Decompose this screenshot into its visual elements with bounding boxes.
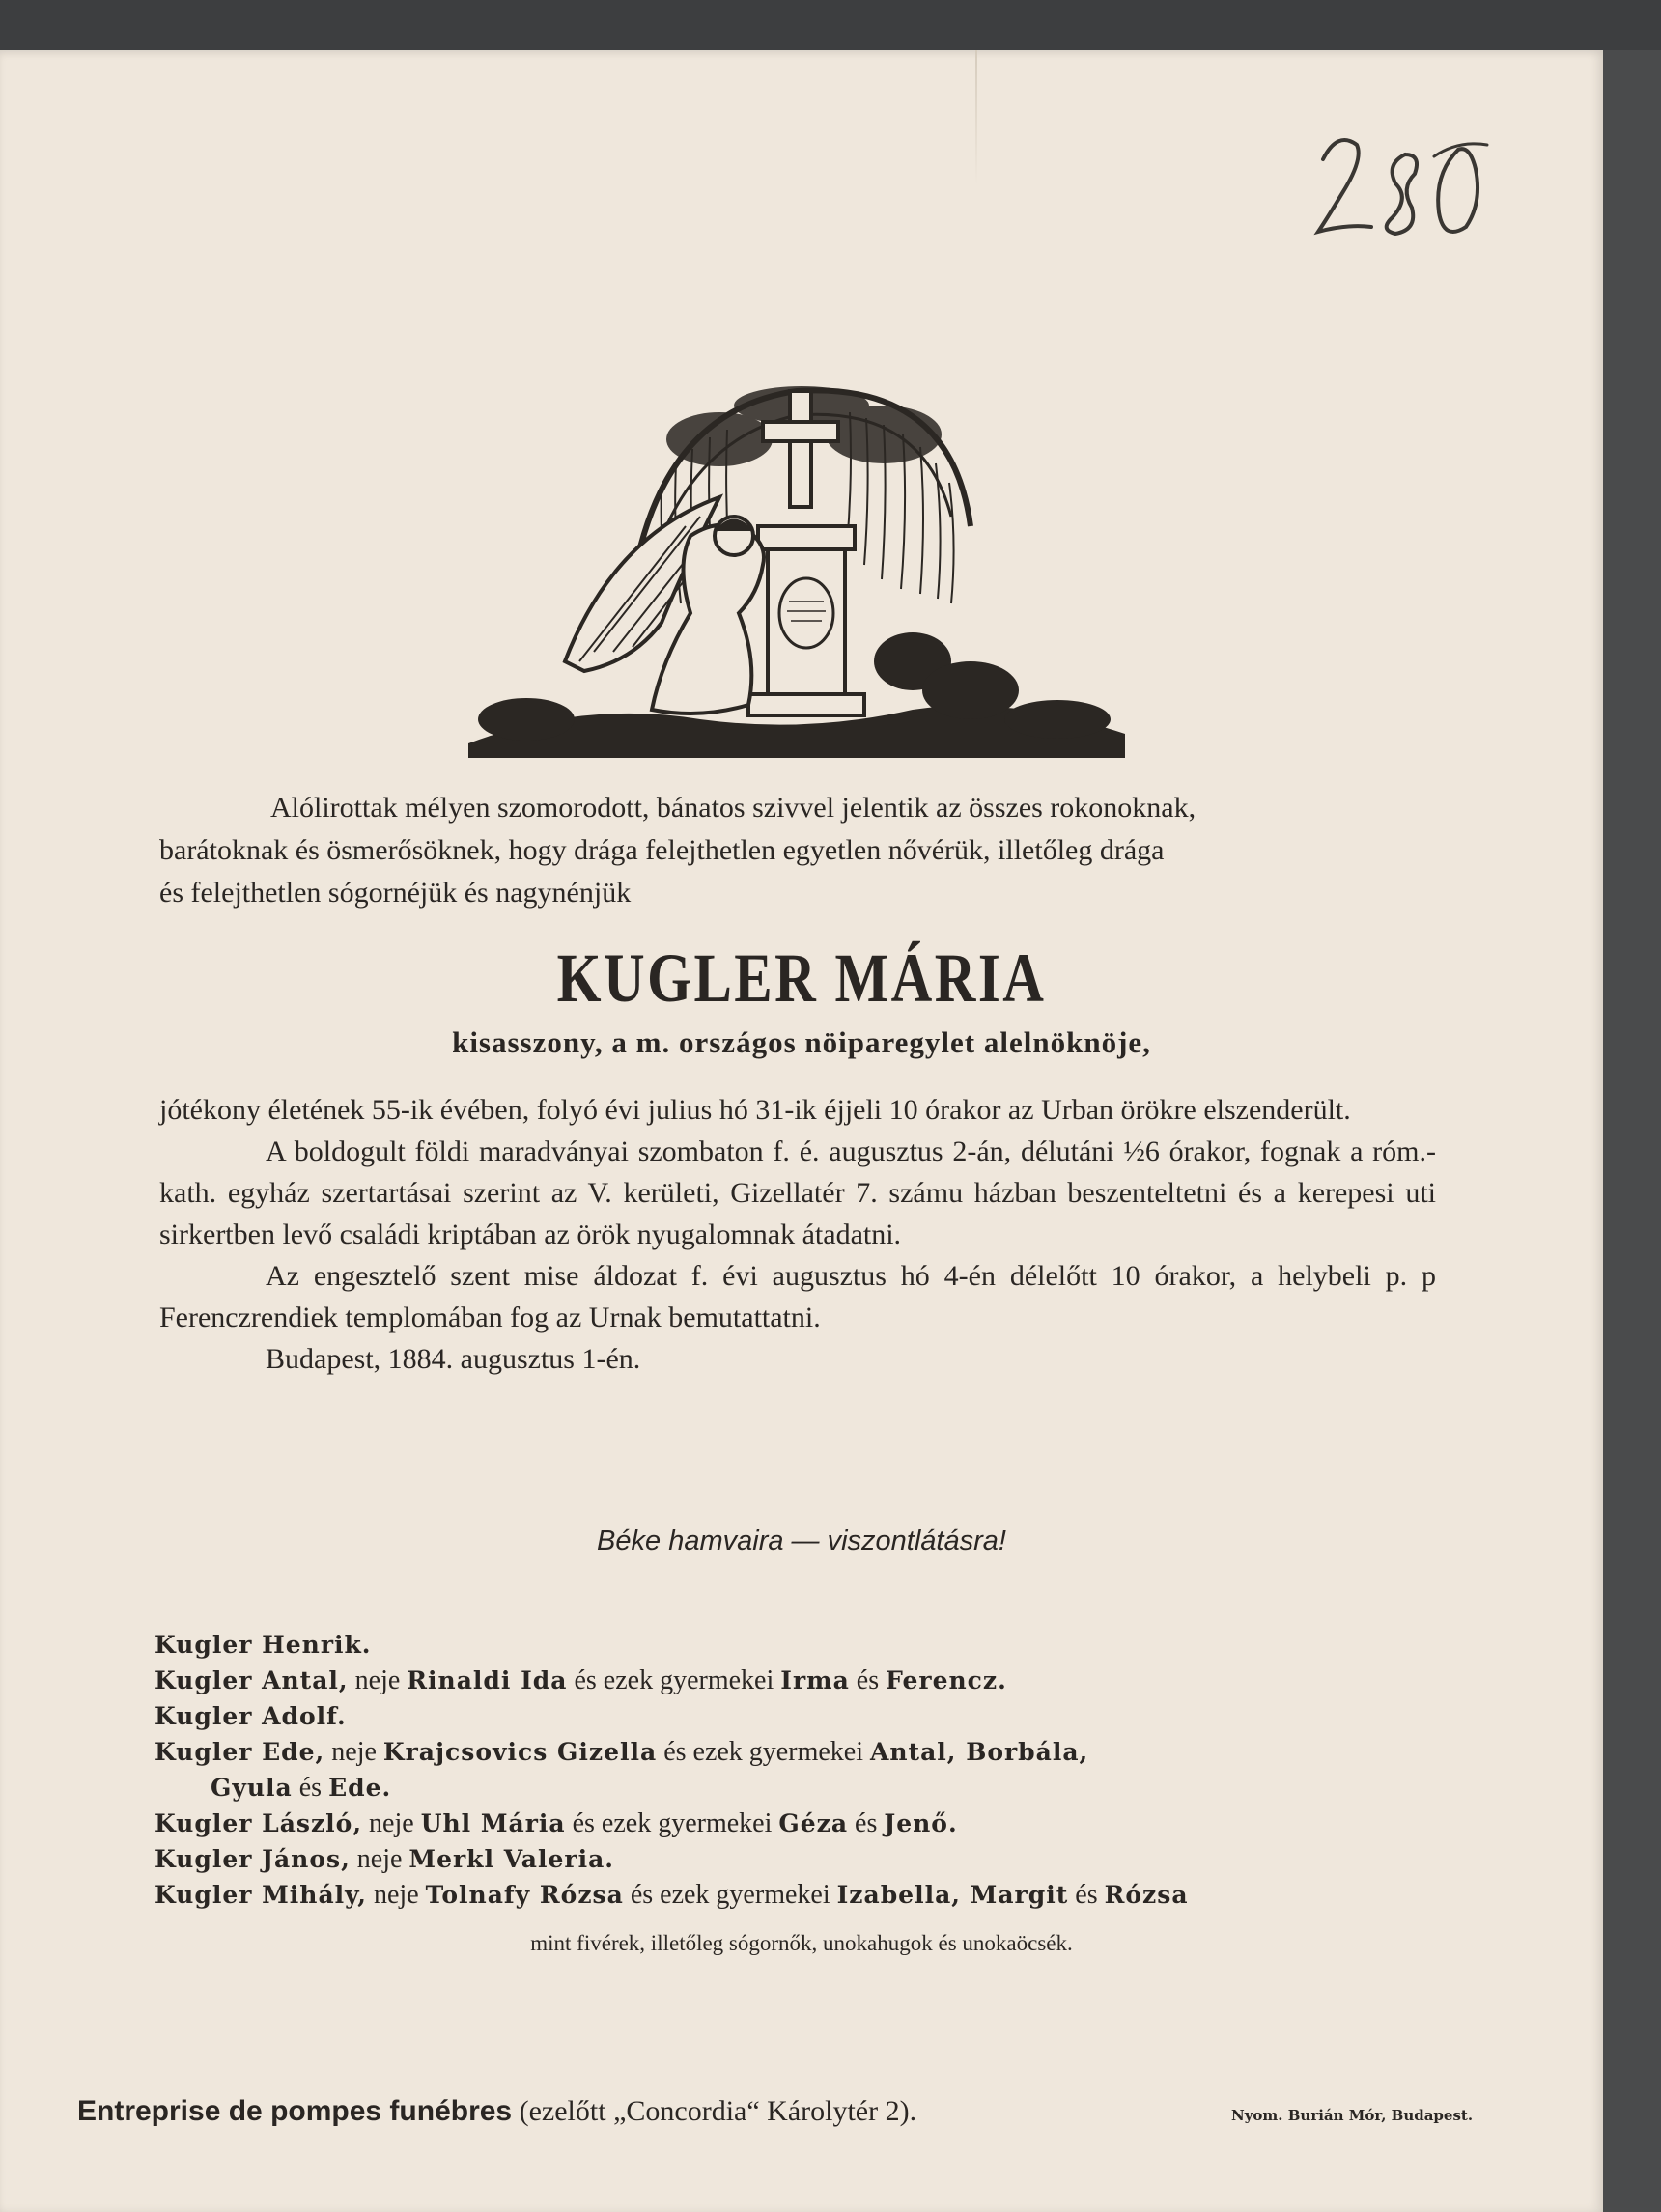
paragraph-date-place: Budapest, 1884. augusztus 1-én. [266, 1343, 641, 1375]
signer-row [155, 1877, 1439, 1913]
paper-fold [975, 50, 977, 185]
signer-child: Ferencz. [886, 1666, 1007, 1694]
signer-text: és [298, 1773, 323, 1803]
signer-child: Ede. [328, 1774, 392, 1802]
scan-background [0, 0, 1661, 50]
paragraph-mass: Az engesztelő szent mise áldozat f. évi augusztus hó 4-én délelőtt 10 órakor, a helybeli p. p Ferenczrendiek templomában fog az Urnak bemutattatni. [159, 1260, 1436, 1333]
signer-name: Kugler János, [155, 1845, 351, 1873]
signer-text: és ezek gyermekei [574, 1666, 774, 1695]
signer-text: neje [354, 1666, 401, 1695]
signer-child: Irma [780, 1666, 850, 1694]
signer-row [155, 1841, 1439, 1877]
signer-child: Gyula [211, 1774, 293, 1802]
signer-name: Kugler Adolf. [155, 1702, 347, 1730]
signer-text: és ezek gyermekei [630, 1880, 830, 1910]
signer-spouse: Merkl Valeria. [408, 1845, 614, 1873]
handwritten-archive-number [1304, 116, 1497, 251]
signer-text: és [855, 1808, 878, 1838]
funeral-company-address: (ezelőtt „Concordia“ Károlytér 2). [519, 2095, 917, 2127]
signer-child: Jenő. [884, 1809, 958, 1837]
funeral-company-name: Entreprise de pompes funébres [77, 2095, 513, 2127]
signer-row [155, 1663, 1439, 1698]
signer-row [155, 1734, 1439, 1770]
signer-text: és [1075, 1880, 1098, 1910]
intro-line-2: barátoknak és ösmerősöknek, hogy drága felejthetlen egyetlen nővérük, illetőleg drága [159, 834, 1165, 866]
signer-name: Kugler László, [155, 1809, 363, 1837]
signer-row [155, 1627, 1439, 1663]
signer-text: és ezek gyermekei [572, 1808, 773, 1838]
announcement-body [159, 1089, 1436, 1380]
signer-text: neje [369, 1808, 414, 1838]
signer-spouse: Tolnafy Rózsa [425, 1881, 624, 1909]
signer-name: Kugler Ede, [155, 1738, 325, 1766]
printer-imprint: Nyom. Burián Mór, Budapest. [1231, 2107, 1474, 2124]
signer-spouse: Rinaldi Ida [407, 1666, 568, 1694]
signer-row [155, 1806, 1439, 1841]
mourning-vignette-illustration [468, 372, 1125, 758]
signer-spouse: Uhl Mária [420, 1809, 566, 1837]
signer-text: és ezek gyermekei [663, 1737, 863, 1767]
signer-spouse: Krajcsovics Gizella [382, 1738, 658, 1766]
signer-row [155, 1698, 1439, 1734]
signer-name: Kugler Antal, [155, 1666, 349, 1694]
intro-text [159, 787, 1436, 914]
paragraph-funeral: A boldogult földi maradványai szombaton f. é. augusztus 2-án, délutáni ½6 órakor, fognak a róm.-kath. egyház szertartásai szerint az V. kerületi, Gizellatér 7. számu házban beszenteltetni és a kerepesi uti sirkertben levő családi kriptában az örök nyugalomnak átadatni. [159, 1135, 1436, 1250]
signer-child: Antal, Borbála, [869, 1738, 1089, 1766]
signers-list [155, 1627, 1439, 1913]
signer-text: neje [331, 1737, 377, 1767]
signer-child: Izabella, Margit [836, 1881, 1069, 1909]
motto: Béke hamvaira — viszontlátásra! [597, 1526, 1006, 1556]
intro-line-3: és felejthetlen sógornéjük és nagynénjük [159, 877, 632, 909]
funeral-company-footer [77, 2095, 916, 2128]
signer-row-continuation [155, 1770, 1439, 1806]
signer-name: Kugler Mihály, [155, 1881, 367, 1909]
signer-child: Rózsa [1104, 1881, 1189, 1909]
deceased-name-heading: KUGLER MÁRIA [556, 939, 1047, 1017]
signer-text: neje [374, 1880, 419, 1910]
signer-name: Kugler Henrik. [155, 1631, 372, 1659]
signer-child: Géza [778, 1809, 849, 1837]
paragraph-death: jótékony életének 55-ik évében, folyó évi julius hó 31-ik éjjeli 10 órakor az Urban örökre elszenderült. [159, 1094, 1351, 1126]
deceased-title-subtitle: kisasszony, a m. országos nöiparegylet alelnöknöje, [452, 1025, 1151, 1059]
signers-relation-note: mint fivérek, illetőleg sógornők, unokahugok és unokaöcsék. [530, 1931, 1073, 1955]
signer-text: neje [356, 1844, 403, 1874]
intro-line-1: Alólirottak mélyen szomorodott, bánatos szivvel jelentik az összes rokonoknak, [270, 792, 1196, 824]
signer-text: és [856, 1666, 880, 1695]
